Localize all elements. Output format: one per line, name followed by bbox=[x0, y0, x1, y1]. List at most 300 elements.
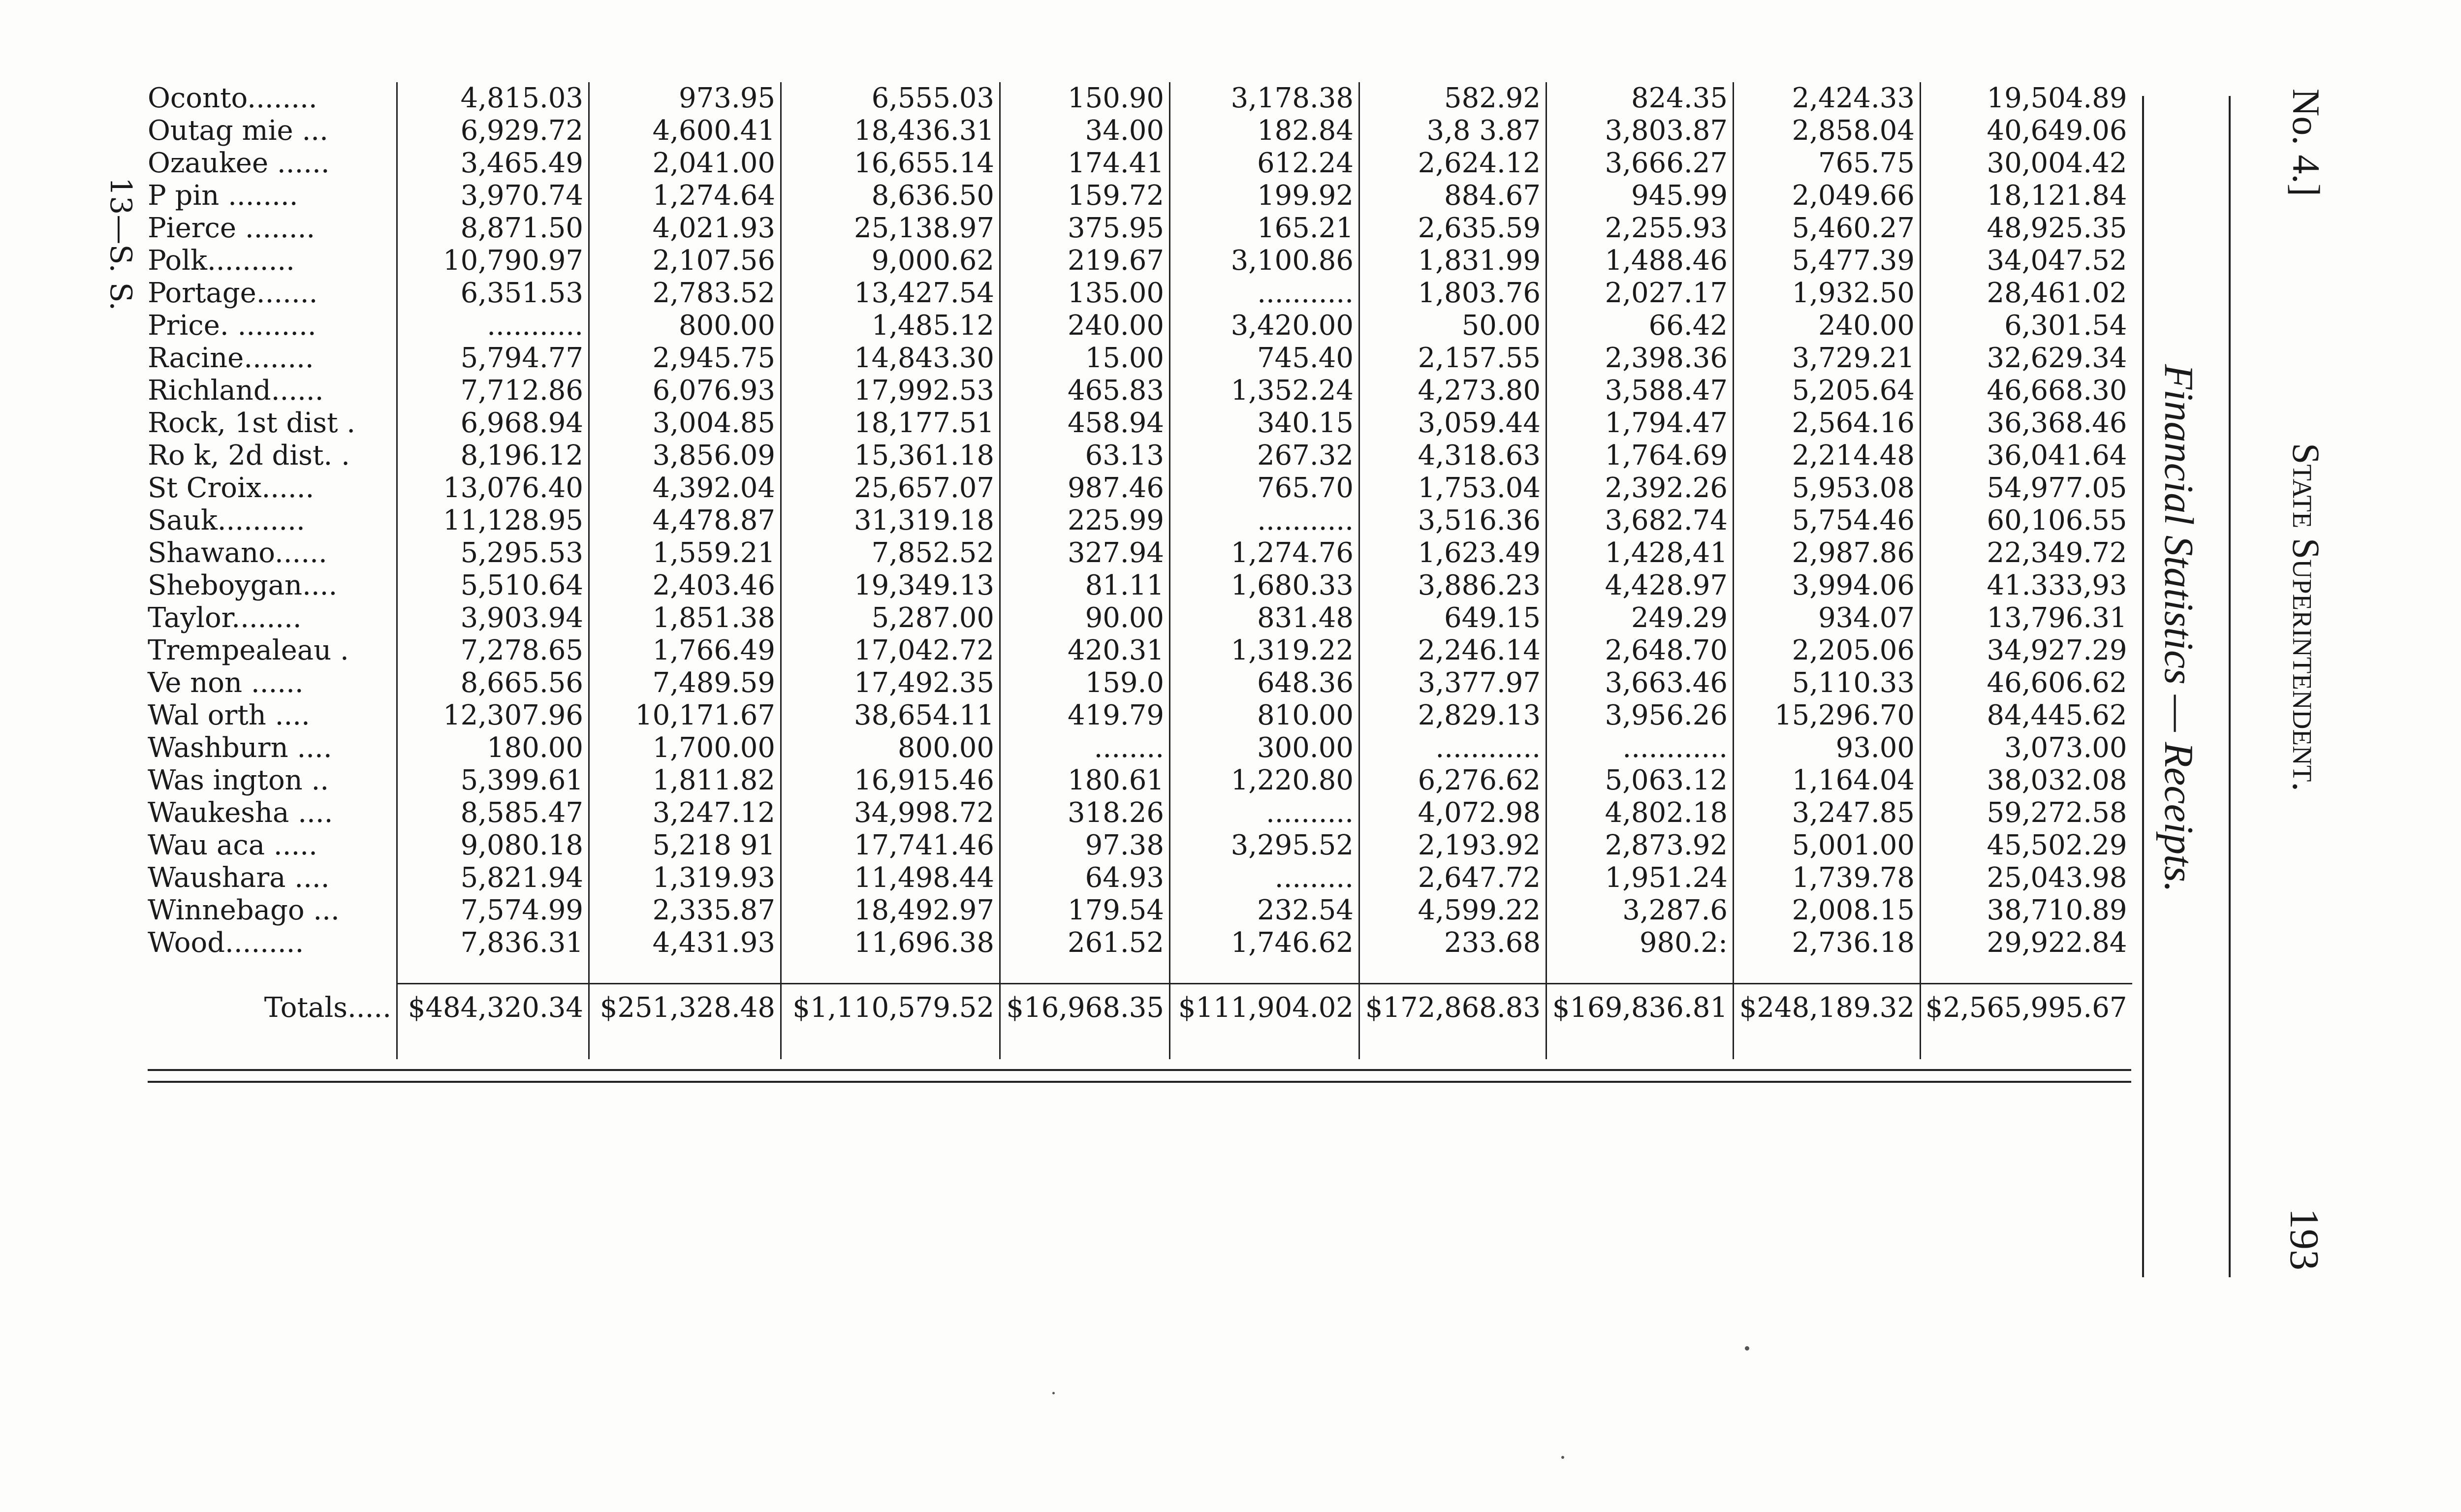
dot-leader: ... bbox=[293, 115, 328, 147]
row-label: Sheboygan bbox=[148, 569, 303, 601]
amount-cell: 261.52 bbox=[1000, 927, 1170, 959]
amount-cell: 232.54 bbox=[1170, 894, 1359, 927]
amount-cell: 1,274.76 bbox=[1170, 537, 1359, 569]
total-cell: $484,320.34 bbox=[397, 984, 589, 1032]
amount-cell: 1,753.04 bbox=[1359, 472, 1546, 504]
amount-cell: 2,873.92 bbox=[1546, 829, 1734, 862]
amount-cell: 8,871.50 bbox=[397, 212, 589, 245]
ink-speck bbox=[1561, 1456, 1564, 1459]
amount-cell: 3,295.52 bbox=[1170, 829, 1359, 862]
amount-cell: 1,559.21 bbox=[589, 537, 781, 569]
table-row bbox=[148, 375, 2132, 407]
dot-leader: .... bbox=[288, 732, 332, 764]
spacer-row bbox=[148, 959, 2132, 984]
amount-cell: 66.42 bbox=[1546, 310, 1734, 342]
amount-cell: 38,654.11 bbox=[781, 699, 1000, 732]
amount-cell: 375.95 bbox=[1000, 212, 1170, 245]
amount-cell: 4,318.63 bbox=[1359, 440, 1546, 472]
amount-cell: 340.15 bbox=[1170, 407, 1359, 440]
table-bottom-rule-second bbox=[148, 1081, 2131, 1083]
amount-cell: 3,516.36 bbox=[1359, 504, 1546, 537]
amount-cell: 2,635.59 bbox=[1359, 212, 1546, 245]
amount-cell: 3,465.49 bbox=[397, 147, 589, 180]
amount-cell: 3,729.21 bbox=[1734, 342, 1921, 375]
amount-cell: 5,063.12 bbox=[1546, 764, 1734, 797]
table-row bbox=[148, 407, 2132, 440]
row-label: Price bbox=[148, 310, 220, 342]
table-row bbox=[148, 147, 2132, 180]
amount-cell: 174.41 bbox=[1000, 147, 1170, 180]
table-row bbox=[148, 277, 2132, 310]
amount-cell: 10,171.67 bbox=[589, 699, 781, 732]
amount-cell: 4,815.03 bbox=[397, 82, 589, 115]
amount-cell: 180.61 bbox=[1000, 764, 1170, 797]
amount-cell: 5,205.64 bbox=[1734, 375, 1921, 407]
total-cell: $169,836.81 bbox=[1546, 984, 1734, 1032]
amount-cell: 1,851.38 bbox=[589, 602, 781, 634]
amount-cell: 2,157.55 bbox=[1359, 342, 1546, 375]
amount-cell: 11,696.38 bbox=[781, 927, 1000, 959]
amount-cell: 16,915.46 bbox=[781, 764, 1000, 797]
amount-cell: 765.75 bbox=[1734, 147, 1921, 180]
amount-cell: 4,599.22 bbox=[1359, 894, 1546, 927]
table-row bbox=[148, 569, 2132, 602]
amount-cell: 2,648.70 bbox=[1546, 634, 1734, 667]
amount-cell: 3,178.38 bbox=[1170, 82, 1359, 115]
amount-cell: 1,164.04 bbox=[1734, 764, 1921, 797]
amount-cell: 40,649.06 bbox=[1921, 115, 2132, 147]
amount-cell: 4,021.93 bbox=[589, 212, 781, 245]
amount-cell: 582.92 bbox=[1359, 82, 1546, 115]
amount-cell: ............ bbox=[1546, 732, 1734, 764]
row-label: Pierce bbox=[148, 212, 237, 244]
amount-cell: 28,461.02 bbox=[1921, 277, 2132, 310]
table-row bbox=[148, 440, 2132, 472]
amount-cell: 267.32 bbox=[1170, 440, 1359, 472]
table-row bbox=[148, 602, 2132, 634]
amount-cell: 3,420.00 bbox=[1170, 310, 1359, 342]
row-label: Polk bbox=[148, 245, 207, 277]
amount-cell: 810.00 bbox=[1170, 699, 1359, 732]
dot-leader: ...... bbox=[242, 667, 304, 699]
row-label: Waukesha bbox=[148, 797, 289, 829]
amount-cell: 9,080.18 bbox=[397, 829, 589, 862]
amount-cell: 5,510.64 bbox=[397, 569, 589, 602]
table-row bbox=[148, 667, 2132, 699]
amount-cell: 159.0 bbox=[1000, 667, 1170, 699]
table-row bbox=[148, 115, 2132, 147]
amount-cell: 45,502.29 bbox=[1921, 829, 2132, 862]
amount-cell: 2,008.15 bbox=[1734, 894, 1921, 927]
amount-cell: 5,295.53 bbox=[397, 537, 589, 569]
amount-cell: 2,335.87 bbox=[589, 894, 781, 927]
amount-cell: 15.00 bbox=[1000, 342, 1170, 375]
amount-cell: 7,278.65 bbox=[397, 634, 589, 667]
amount-cell: 17,042.72 bbox=[781, 634, 1000, 667]
total-cell: $16,968.35 bbox=[1000, 984, 1170, 1032]
amount-cell: 2,945.75 bbox=[589, 342, 781, 375]
amount-cell: 2,647.72 bbox=[1359, 862, 1546, 894]
row-label: Outag mie bbox=[148, 115, 293, 147]
amount-cell: 46,668.30 bbox=[1921, 375, 2132, 407]
amount-cell: 18,177.51 bbox=[781, 407, 1000, 440]
amount-cell: 165.21 bbox=[1170, 212, 1359, 245]
amount-cell: 249.29 bbox=[1546, 602, 1734, 634]
amount-cell: 945.99 bbox=[1546, 180, 1734, 212]
table-row bbox=[148, 927, 2132, 959]
dot-leader: . ......... bbox=[220, 310, 316, 342]
amount-cell: 60,106.55 bbox=[1921, 504, 2132, 537]
total-cell: $248,189.32 bbox=[1734, 984, 1921, 1032]
amount-cell: 1,700.00 bbox=[589, 732, 781, 764]
amount-cell: 7,852.52 bbox=[781, 537, 1000, 569]
amount-cell: 5,477.39 bbox=[1734, 245, 1921, 277]
amount-cell: 34,047.52 bbox=[1921, 245, 2132, 277]
amount-cell: 1,485.12 bbox=[781, 310, 1000, 342]
amount-cell: 2,107.56 bbox=[589, 245, 781, 277]
amount-cell: 1,831.99 bbox=[1359, 245, 1546, 277]
amount-cell: 3,247.85 bbox=[1734, 797, 1921, 829]
amount-cell: 1,274.64 bbox=[589, 180, 781, 212]
amount-cell: 34,927.29 bbox=[1921, 634, 2132, 667]
amount-cell: 54,977.05 bbox=[1921, 472, 2132, 504]
amount-cell: 13,427.54 bbox=[781, 277, 1000, 310]
totals-label: Totals bbox=[264, 992, 347, 1024]
row-label: Rock, 1st dist bbox=[148, 407, 338, 439]
amount-cell: 25,043.98 bbox=[1921, 862, 2132, 894]
amount-cell: 11,128.95 bbox=[397, 504, 589, 537]
amount-cell: 8,636.50 bbox=[781, 180, 1000, 212]
amount-cell: 4,478.87 bbox=[589, 504, 781, 537]
amount-cell: 1,488.46 bbox=[1546, 245, 1734, 277]
amount-cell: 2,255.93 bbox=[1546, 212, 1734, 245]
amount-cell: 19,504.89 bbox=[1921, 82, 2132, 115]
row-label: Ve non bbox=[148, 667, 243, 699]
amount-cell: 182.84 bbox=[1170, 115, 1359, 147]
table-row bbox=[148, 212, 2132, 245]
dot-leader: .... bbox=[266, 699, 310, 731]
amount-cell: 5,287.00 bbox=[781, 602, 1000, 634]
amount-cell: 934.07 bbox=[1734, 602, 1921, 634]
amount-cell: 5,218 91 bbox=[589, 829, 781, 862]
amount-cell: 4,431.93 bbox=[589, 927, 781, 959]
amount-cell: 1,811.82 bbox=[589, 764, 781, 797]
amount-cell: 300.00 bbox=[1170, 732, 1359, 764]
amount-cell: 6,968.94 bbox=[397, 407, 589, 440]
amount-cell: 3,059.44 bbox=[1359, 407, 1546, 440]
amount-cell: 419.79 bbox=[1000, 699, 1170, 732]
row-label: Waushara bbox=[148, 862, 286, 894]
section-title: Financial Statistics — Receipts. bbox=[2156, 364, 2202, 893]
amount-cell: 41.333,93 bbox=[1921, 569, 2132, 602]
amount-cell: 19,349.13 bbox=[781, 569, 1000, 602]
amount-cell: 2,205.06 bbox=[1734, 634, 1921, 667]
dot-leader: .... bbox=[289, 797, 333, 829]
dot-leader: ... bbox=[304, 894, 340, 926]
amount-cell: 1,428,41 bbox=[1546, 537, 1734, 569]
amount-cell: 3,8 3.87 bbox=[1359, 115, 1546, 147]
amount-cell: 3,903.94 bbox=[397, 602, 589, 634]
amount-cell: 973.95 bbox=[589, 82, 781, 115]
amount-cell: 420.31 bbox=[1000, 634, 1170, 667]
amount-cell: ........... bbox=[397, 310, 589, 342]
signature-mark: 13—S. S. bbox=[103, 177, 138, 311]
row-label: Wal orth bbox=[148, 699, 266, 731]
amount-cell: 884.67 bbox=[1359, 180, 1546, 212]
amount-cell: 1,746.62 bbox=[1170, 927, 1359, 959]
amount-cell: 1,623.49 bbox=[1359, 537, 1546, 569]
amount-cell: .......... bbox=[1170, 797, 1359, 829]
dot-leader: ...... bbox=[274, 537, 327, 569]
amount-cell: 84,445.62 bbox=[1921, 699, 2132, 732]
amount-cell: 11,498.44 bbox=[781, 862, 1000, 894]
totals-row bbox=[148, 984, 2132, 1032]
amount-cell: 199.92 bbox=[1170, 180, 1359, 212]
amount-cell: 8,665.56 bbox=[397, 667, 589, 699]
amount-cell: 2,858.04 bbox=[1734, 115, 1921, 147]
amount-cell: 1,764.69 bbox=[1546, 440, 1734, 472]
amount-cell: 22,349.72 bbox=[1921, 537, 2132, 569]
amount-cell: 2,392.26 bbox=[1546, 472, 1734, 504]
amount-cell: 48,925.35 bbox=[1921, 212, 2132, 245]
dot-leader: .......... bbox=[207, 245, 295, 277]
amount-cell: 2,424.33 bbox=[1734, 82, 1921, 115]
amount-cell: 2,193.92 bbox=[1359, 829, 1546, 862]
amount-cell: 17,492.35 bbox=[781, 667, 1000, 699]
amount-cell: ........... bbox=[1170, 277, 1359, 310]
amount-cell: 765.70 bbox=[1170, 472, 1359, 504]
amount-cell: 327.94 bbox=[1000, 537, 1170, 569]
dot-leader: . bbox=[331, 634, 349, 666]
amount-cell: 8,585.47 bbox=[397, 797, 589, 829]
amount-cell: 46,606.62 bbox=[1921, 667, 2132, 699]
amount-cell: 34,998.72 bbox=[781, 797, 1000, 829]
amount-cell: 1,766.49 bbox=[589, 634, 781, 667]
dot-leader: . bbox=[338, 407, 356, 439]
total-cell: $1,110,579.52 bbox=[781, 984, 1000, 1032]
amount-cell: 1,319.22 bbox=[1170, 634, 1359, 667]
amount-cell: 4,600.41 bbox=[589, 115, 781, 147]
amount-cell: 6,929.72 bbox=[397, 115, 589, 147]
amount-cell: 458.94 bbox=[1000, 407, 1170, 440]
amount-cell: 7,712.86 bbox=[397, 375, 589, 407]
amount-cell: 6,351.53 bbox=[397, 277, 589, 310]
dot-leader: .... bbox=[285, 862, 330, 894]
amount-cell: 6,276.62 bbox=[1359, 764, 1546, 797]
amount-cell: 4,273.80 bbox=[1359, 375, 1546, 407]
amount-cell: 32,629.34 bbox=[1921, 342, 2132, 375]
amount-cell: 2,027.17 bbox=[1546, 277, 1734, 310]
amount-cell: 17,992.53 bbox=[781, 375, 1000, 407]
amount-cell: 135.00 bbox=[1000, 277, 1170, 310]
amount-cell: 3,886.23 bbox=[1359, 569, 1546, 602]
dot-leader: ........ bbox=[236, 212, 316, 244]
dot-leader: ......... bbox=[225, 927, 304, 959]
table-row bbox=[148, 342, 2132, 375]
amount-cell: 29,922.84 bbox=[1921, 927, 2132, 959]
ink-speck bbox=[1745, 1346, 1749, 1351]
amount-cell: 7,574.99 bbox=[397, 894, 589, 927]
amount-cell: 318.26 bbox=[1000, 797, 1170, 829]
amount-cell: 13,796.31 bbox=[1921, 602, 2132, 634]
row-label: Ozaukee bbox=[148, 147, 269, 179]
table-row bbox=[148, 699, 2132, 732]
amount-cell: 1,932.50 bbox=[1734, 277, 1921, 310]
amount-cell: 10,790.97 bbox=[397, 245, 589, 277]
table-row bbox=[148, 862, 2132, 894]
table-row bbox=[148, 829, 2132, 862]
amount-cell: 465.83 bbox=[1000, 375, 1170, 407]
dot-leader: ..... bbox=[265, 829, 317, 861]
amount-cell: 1,220.80 bbox=[1170, 764, 1359, 797]
amount-cell: 3,588.47 bbox=[1546, 375, 1734, 407]
amount-cell: 1,951.24 bbox=[1546, 862, 1734, 894]
row-label: Washburn bbox=[148, 732, 288, 764]
amount-cell: 1,680.33 bbox=[1170, 569, 1359, 602]
amount-cell: 3,663.46 bbox=[1546, 667, 1734, 699]
amount-cell: 1,739.78 bbox=[1734, 862, 1921, 894]
row-label: Trempealeau bbox=[148, 634, 332, 666]
table-row bbox=[148, 180, 2132, 212]
table-row bbox=[148, 634, 2132, 667]
amount-cell: 8,196.12 bbox=[397, 440, 589, 472]
amount-cell: 4,392.04 bbox=[589, 472, 781, 504]
amount-cell: 18,121.84 bbox=[1921, 180, 2132, 212]
amount-cell: 824.35 bbox=[1546, 82, 1734, 115]
amount-cell: 9,000.62 bbox=[781, 245, 1000, 277]
amount-cell: 7,489.59 bbox=[589, 667, 781, 699]
amount-cell: 18,436.31 bbox=[781, 115, 1000, 147]
amount-cell: ......... bbox=[1170, 862, 1359, 894]
row-label: Winnebago bbox=[148, 894, 305, 926]
amount-cell: 5,460.27 bbox=[1734, 212, 1921, 245]
amount-cell: 3,247.12 bbox=[589, 797, 781, 829]
amount-cell: 3,004.85 bbox=[589, 407, 781, 440]
total-cell: $251,328.48 bbox=[589, 984, 781, 1032]
table-row bbox=[148, 537, 2132, 569]
amount-cell: 38,032.08 bbox=[1921, 764, 2132, 797]
row-label: Shawano bbox=[148, 537, 275, 569]
amount-cell: 5,399.61 bbox=[397, 764, 589, 797]
amount-cell: 2,398.36 bbox=[1546, 342, 1734, 375]
amount-cell: 219.67 bbox=[1000, 245, 1170, 277]
dot-leader: .. bbox=[302, 764, 329, 796]
amount-cell: 90.00 bbox=[1000, 602, 1170, 634]
amount-cell: 649.15 bbox=[1359, 602, 1546, 634]
amount-cell: 6,076.93 bbox=[589, 375, 781, 407]
amount-cell: 800.00 bbox=[781, 732, 1000, 764]
issue-label: No. 4.] bbox=[2285, 89, 2328, 196]
amount-cell: 3,856.09 bbox=[589, 440, 781, 472]
amount-cell: 30,004.42 bbox=[1921, 147, 2132, 180]
amount-cell: 59,272.58 bbox=[1921, 797, 2132, 829]
dot-leader: ...... bbox=[271, 375, 324, 407]
total-cell: $2,565,995.67 bbox=[1921, 984, 2132, 1032]
dot-leader: ........ bbox=[219, 180, 298, 212]
row-label: St Croix bbox=[148, 472, 262, 504]
amount-cell: 3,994.06 bbox=[1734, 569, 1921, 602]
row-label: Richland bbox=[148, 375, 271, 407]
amount-cell: 4,072.98 bbox=[1359, 797, 1546, 829]
running-head: State Superintendent. bbox=[2285, 443, 2328, 791]
amount-cell: 36,041.64 bbox=[1921, 440, 2132, 472]
amount-cell: 5,754.46 bbox=[1734, 504, 1921, 537]
amount-cell: 179.54 bbox=[1000, 894, 1170, 927]
amount-cell: 5,794.77 bbox=[397, 342, 589, 375]
amount-cell: 16,655.14 bbox=[781, 147, 1000, 180]
amount-cell: 64.93 bbox=[1000, 862, 1170, 894]
dot-leader: ........ bbox=[244, 342, 314, 374]
amount-cell: 18,492.97 bbox=[781, 894, 1000, 927]
amount-cell: ........... bbox=[1170, 504, 1359, 537]
amount-cell: 831.48 bbox=[1170, 602, 1359, 634]
amount-cell: 63.13 bbox=[1000, 440, 1170, 472]
dot-leader: ........ bbox=[231, 602, 302, 634]
amount-cell: 1,319.93 bbox=[589, 862, 781, 894]
amount-cell: 2,987.86 bbox=[1734, 537, 1921, 569]
amount-cell: 648.36 bbox=[1170, 667, 1359, 699]
row-label: Portage bbox=[148, 277, 256, 309]
dot-leader: ...... bbox=[261, 472, 315, 504]
amount-cell: 233.68 bbox=[1359, 927, 1546, 959]
table-right-border bbox=[2142, 96, 2144, 1277]
amount-cell: 987.46 bbox=[1000, 472, 1170, 504]
table-row bbox=[148, 245, 2132, 277]
table-row bbox=[148, 894, 2132, 927]
amount-cell: 240.00 bbox=[1000, 310, 1170, 342]
amount-cell: 800.00 bbox=[589, 310, 781, 342]
row-label: Oconto bbox=[148, 82, 248, 114]
amount-cell: 2,049.66 bbox=[1734, 180, 1921, 212]
header-divider bbox=[2229, 96, 2231, 1277]
amount-cell: 6,555.03 bbox=[781, 82, 1000, 115]
amount-cell: 97.38 bbox=[1000, 829, 1170, 862]
amount-cell: 25,138.97 bbox=[781, 212, 1000, 245]
amount-cell: 6,301.54 bbox=[1921, 310, 2132, 342]
table-row bbox=[148, 310, 2132, 342]
amount-cell: 980.2: bbox=[1546, 927, 1734, 959]
tail-row bbox=[148, 1032, 2132, 1059]
amount-cell: 3,287.6 bbox=[1546, 894, 1734, 927]
amount-cell: 2,041.00 bbox=[589, 147, 781, 180]
amount-cell: 7,836.31 bbox=[397, 927, 589, 959]
page-number: 193 bbox=[2281, 1208, 2327, 1270]
amount-cell: 159.72 bbox=[1000, 180, 1170, 212]
amount-cell: 17,741.46 bbox=[781, 829, 1000, 862]
amount-cell: 36,368.46 bbox=[1921, 407, 2132, 440]
row-label: Racine bbox=[148, 342, 244, 374]
amount-cell: ........ bbox=[1000, 732, 1170, 764]
amount-cell: 2,624.12 bbox=[1359, 147, 1546, 180]
amount-cell: 3,956.26 bbox=[1546, 699, 1734, 732]
row-label: P pin bbox=[148, 180, 220, 212]
amount-cell: 34.00 bbox=[1000, 115, 1170, 147]
amount-cell: 3,803.87 bbox=[1546, 115, 1734, 147]
amount-cell: 150.90 bbox=[1000, 82, 1170, 115]
amount-cell: 15,361.18 bbox=[781, 440, 1000, 472]
amount-cell: ............ bbox=[1359, 732, 1546, 764]
amount-cell: 2,403.46 bbox=[589, 569, 781, 602]
amount-cell: 5,953.08 bbox=[1734, 472, 1921, 504]
amount-cell: 225.99 bbox=[1000, 504, 1170, 537]
amount-cell: 13,076.40 bbox=[397, 472, 589, 504]
table-row bbox=[148, 472, 2132, 504]
amount-cell: 93.00 bbox=[1734, 732, 1921, 764]
dot-leader: ........ bbox=[247, 82, 317, 114]
table-row bbox=[148, 797, 2132, 829]
amount-cell: 12,307.96 bbox=[397, 699, 589, 732]
dot-leader: ...... bbox=[268, 147, 330, 179]
